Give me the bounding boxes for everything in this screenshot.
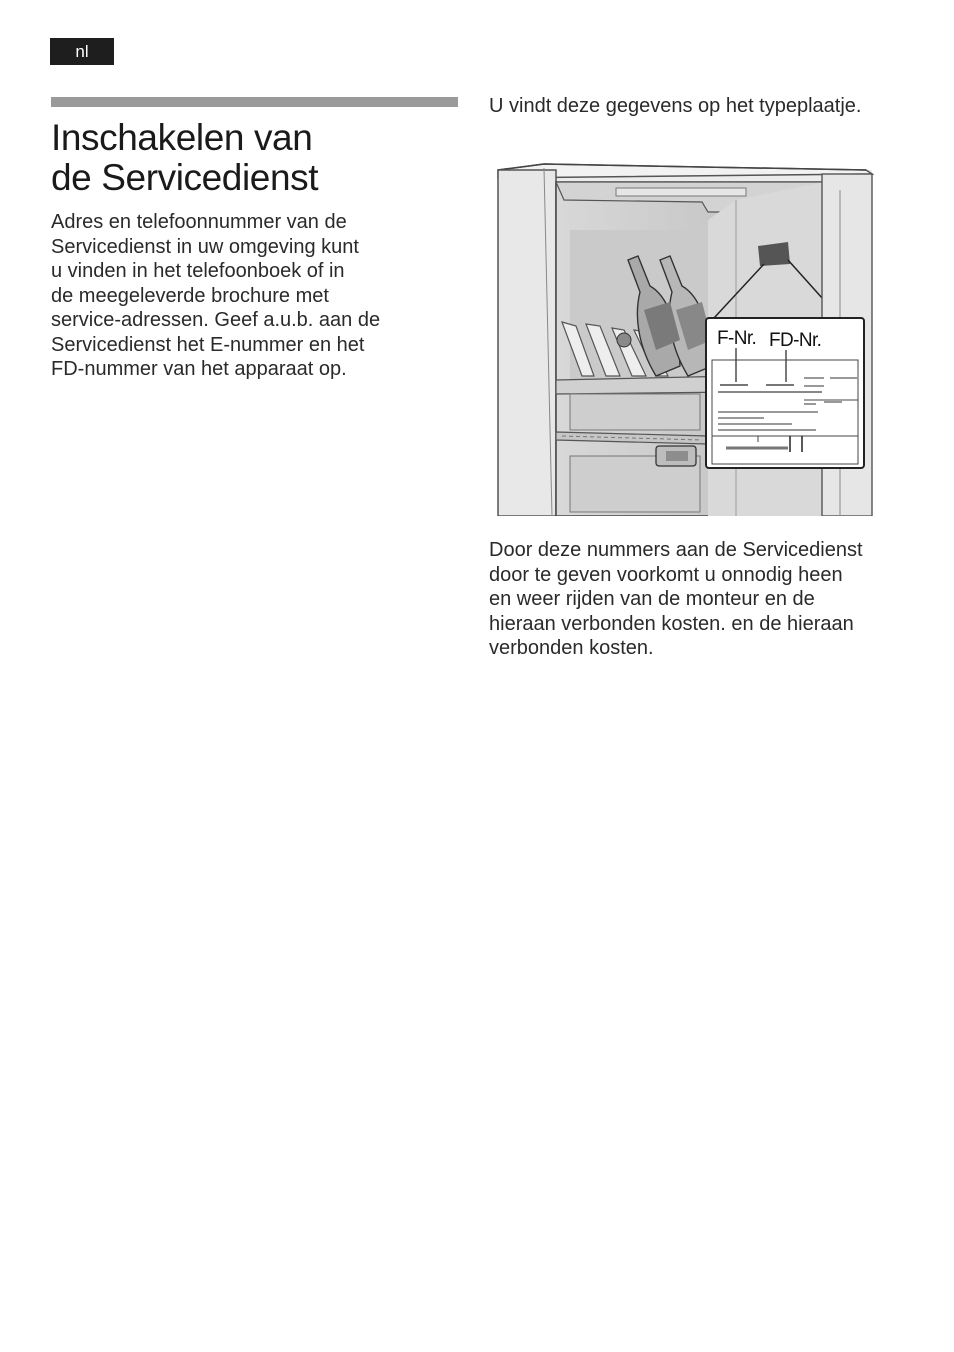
intro-line: service-adressen. Geef a.u.b. aan de — [51, 309, 381, 331]
explanation-line: verbonden kosten. — [489, 637, 654, 659]
type-plate-marker — [758, 242, 790, 266]
intro-line: Servicedienst het E-nummer en het — [51, 333, 365, 356]
explanation-line: hieraan verbonden kosten. en de hieraan — [489, 612, 854, 635]
language-tag: nl — [50, 38, 114, 65]
intro-paragraph — [51, 210, 431, 382]
appliance-illustration — [496, 160, 874, 516]
type-plate-hint: U vindt deze gegevens op het typeplaatje. — [489, 95, 862, 117]
f-nr-label: F-Nr. — [717, 328, 757, 349]
fd-nr-label: FD-Nr. — [769, 330, 822, 351]
section-title-line-2: de Servicedienst — [51, 157, 319, 198]
explanation-line: en weer rijden van de monteur en de — [489, 588, 815, 610]
intro-line: Servicedienst in uw omgeving kunt — [51, 235, 359, 258]
intro-line: u vinden in het telefoonboek of in — [51, 260, 345, 282]
intro-line: FD-nummer van het apparaat op. — [51, 358, 347, 380]
intro-line: de meegeleverde brochure met — [51, 284, 329, 307]
service-explanation — [489, 538, 909, 661]
explanation-line: door te geven voorkomt u onnodig heen — [489, 563, 843, 586]
intro-line: Adres en telefoonnummer van de — [51, 211, 347, 233]
section-title — [51, 118, 461, 198]
explanation-line: Door deze nummers aan de Servicedienst — [489, 539, 863, 561]
section-title-line-1: Inschakelen van — [51, 117, 313, 158]
section-rule — [51, 97, 458, 107]
